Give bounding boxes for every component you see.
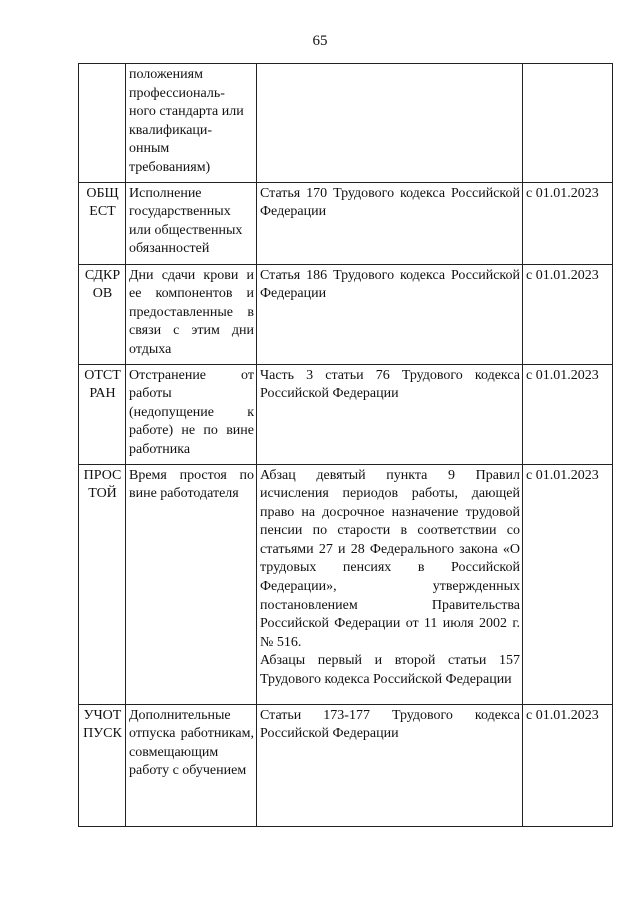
row-code: ОТСТ РАН [79, 364, 126, 464]
row-description: Время простоя по вине работодателя [126, 464, 257, 704]
row-code: ОБЩ ЕСТ [79, 182, 126, 264]
row-date: с 01.01.2023 [523, 704, 613, 826]
legal-basis-paragraph-2: Абзацы первый и второй статьи 157 Трудового кодекса Российской Федерации [260, 653, 520, 688]
table-row [79, 704, 613, 826]
row-description: Дополнительные отпуска работникам, совмещающим работу с обучением [126, 704, 257, 826]
row-legal-basis: Статья 170 Трудового кодекса Российской Федерации [257, 182, 523, 264]
table-row [79, 182, 613, 264]
row-legal-basis: Часть 3 статьи 76 Трудового кодекса Российской Федерации [257, 364, 523, 464]
row-date: с 01.01.2023 [523, 182, 613, 264]
row-legal-basis [257, 64, 523, 183]
row-date: с 01.01.2023 [523, 364, 613, 464]
page-number: 65 [312, 33, 328, 49]
row-description: Дни сдачи крови и ее компонентов и предоставленные в связи с этим дни отдыха [126, 264, 257, 364]
periods-table [78, 63, 613, 827]
table-row [79, 64, 613, 183]
row-date [523, 64, 613, 183]
row-description: положениям профессиональ- ного стандарта или квалификаци- онным требованиям) [126, 64, 257, 183]
row-description: Исполнение государственных или общественных обязанностей [126, 182, 257, 264]
row-code: СДКР ОВ [79, 264, 126, 364]
table-row [79, 264, 613, 364]
legal-basis-paragraph-1: Абзац девятый пункта 9 Правил исчисления периодов работы, дающей право на досрочное назначение трудовой пенсии по старости в соответствии со статьями 27 и 28 Федерального закона «О трудовых пенсиях в Российской Федерации», утвержденных постановлением Правительства Российской Федерации от 11 июля 2002 г. № 516. [260, 467, 520, 650]
table-row [79, 464, 613, 704]
row-code: ПРОС ТОЙ [79, 464, 126, 704]
row-legal-basis [257, 464, 523, 704]
table-row [79, 364, 613, 464]
row-code: УЧОТ ПУСК [79, 704, 126, 826]
row-date: с 01.01.2023 [523, 264, 613, 364]
row-code [79, 64, 126, 183]
row-date: с 01.01.2023 [523, 464, 613, 704]
row-legal-basis: Статья 186 Трудового кодекса Российской Федерации [257, 264, 523, 364]
row-description: Отстранение от работы (недопущение к работе) не по вине работника [126, 364, 257, 464]
row-legal-basis: Статьи 173-177 Трудового кодекса Российской Федерации [257, 704, 523, 826]
